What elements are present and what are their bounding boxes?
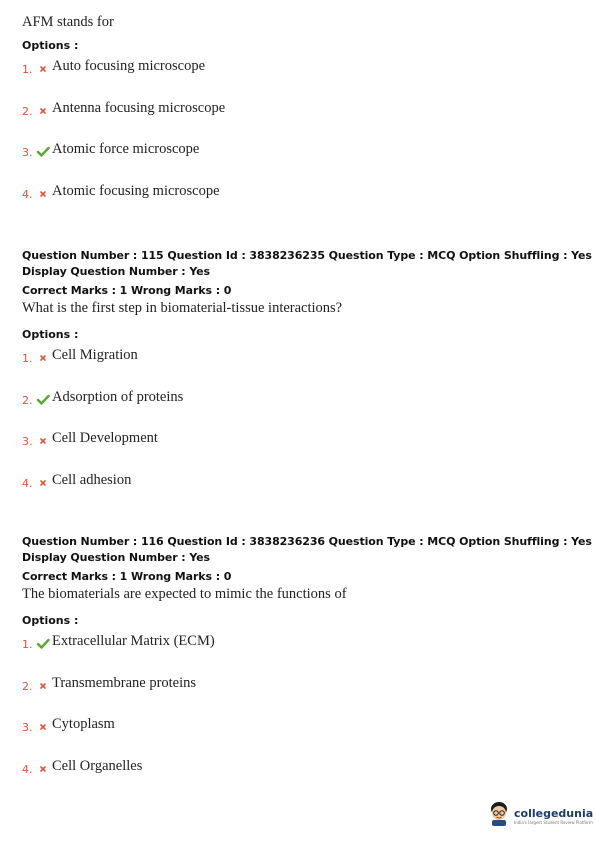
- option-number: 3.: [22, 720, 33, 734]
- option-text: Cell Organelles: [52, 757, 143, 774]
- option-item: [22, 673, 196, 693]
- option-number: 4.: [22, 187, 33, 201]
- option-item: [22, 181, 220, 201]
- option-number: 2.: [22, 679, 33, 693]
- option-text: Extracellular Matrix (ECM): [52, 632, 215, 649]
- options-label: Options :: [22, 614, 79, 627]
- cross-icon: [36, 475, 50, 489]
- option-number: 3.: [22, 434, 33, 448]
- option-number: 4.: [22, 476, 33, 490]
- option-text: Cell Development: [52, 429, 158, 446]
- option-item: [22, 345, 138, 365]
- options-label: Options :: [22, 328, 79, 341]
- option-item: [22, 756, 142, 776]
- cross-icon: [36, 433, 50, 447]
- option-number: 1.: [22, 62, 33, 76]
- option-item: [22, 470, 131, 490]
- question-115-meta-line2: Display Question Number : Yes: [22, 265, 210, 278]
- option-text: Cytoplasm: [52, 715, 115, 732]
- question-116-meta-line2: Display Question Number : Yes: [22, 551, 210, 564]
- question-115-meta-line1: Question Number : 115 Question Id : 3838236235 Question Type : MCQ Option Shuffling : Yes: [22, 249, 592, 262]
- option-item: [22, 56, 205, 76]
- option-item: [22, 631, 215, 651]
- logo-tagline: India's largest Student Review Platform: [514, 819, 593, 825]
- question-115-text: What is the first step in biomaterial-tissue interactions?: [22, 300, 343, 316]
- checkmark-icon: [36, 392, 50, 406]
- option-number: 2.: [22, 104, 33, 118]
- option-number: 1.: [22, 351, 33, 365]
- cross-icon: [36, 103, 50, 117]
- option-text: Antenna focusing microscope: [52, 99, 226, 116]
- cross-icon: [36, 350, 50, 364]
- question-115-meta-line3: Correct Marks : 1 Wrong Marks : 0: [22, 284, 232, 297]
- collegedunia-logo: [488, 800, 593, 831]
- option-item: [22, 387, 183, 407]
- option-item: [22, 428, 158, 448]
- option-number: 1.: [22, 637, 33, 651]
- option-number: 2.: [22, 393, 33, 407]
- checkmark-icon: [36, 636, 50, 650]
- question-116-meta-line3: Correct Marks : 1 Wrong Marks : 0: [22, 570, 232, 583]
- option-number: 3.: [22, 145, 33, 159]
- checkmark-icon: [36, 144, 50, 158]
- option-text: Cell Migration: [52, 346, 138, 363]
- question-116-meta-line1: Question Number : 116 Question Id : 3838236236 Question Type : MCQ Option Shuffling : Yes: [22, 535, 592, 548]
- option-text: Adsorption of proteins: [52, 388, 184, 405]
- cross-icon: [36, 761, 50, 775]
- option-text: Atomic force microscope: [52, 140, 200, 157]
- cross-icon: [36, 719, 50, 733]
- option-text: Atomic focusing microscope: [52, 182, 220, 199]
- option-item: [22, 714, 115, 734]
- mascot-icon: [488, 800, 510, 831]
- options-label: Options :: [22, 39, 79, 52]
- option-text: Transmembrane proteins: [52, 674, 197, 691]
- option-item: [22, 98, 225, 118]
- logo-wordmark: collegedunia: [514, 806, 594, 820]
- cross-icon: [36, 186, 50, 200]
- question-116-text: The biomaterials are expected to mimic the functions of: [22, 586, 347, 602]
- option-item: [22, 139, 199, 159]
- option-text: Cell adhesion: [52, 471, 132, 488]
- question-114-text: AFM stands for: [22, 14, 114, 30]
- cross-icon: [36, 678, 50, 692]
- option-number: 4.: [22, 762, 33, 776]
- cross-icon: [36, 61, 50, 75]
- option-text: Auto focusing microscope: [52, 57, 206, 74]
